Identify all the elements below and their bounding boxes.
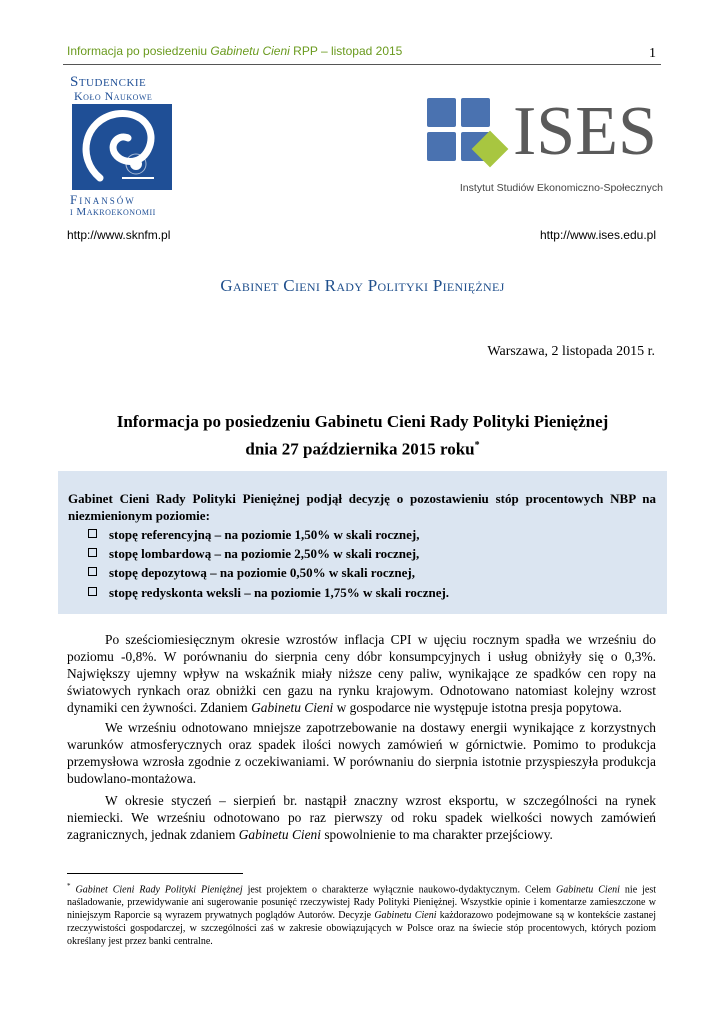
sknfm-line-1: Studenckie xyxy=(70,74,147,90)
paragraph-production: We wrześniu odnotowano mniejsze zapotrzebowanie na dostawy energii wynikające z korzystnych warunków atmosferycznych oraz spadek ilości nowych zamówień w górnictwie. Pomimo to produkcja przemysłowa wzrosła zgodnie z oczekiwaniami. W porównaniu do sierpnia istotnie przyspieszyła produkcja budowlano-montażowa. xyxy=(67,720,656,787)
list-item: stopę lombardową – na poziomie 2,50% w skali rocznej, xyxy=(88,544,449,563)
ises-wordmark: ISES xyxy=(513,93,657,170)
sknfm-line-3: Finansów xyxy=(70,192,136,207)
ises-squares-icon xyxy=(427,98,517,178)
list-item: stopę depozytową – na poziomie 0,50% w skali rocznej, xyxy=(88,563,449,582)
header-divider xyxy=(63,64,661,65)
list-item: stopę redyskonta weksli – na poziomie 1,75% w skali rocznej. xyxy=(88,583,449,602)
footnote-divider xyxy=(67,873,243,874)
checkbox-bullet-icon xyxy=(88,567,97,576)
checkbox-bullet-icon xyxy=(88,587,97,596)
rate-list xyxy=(88,525,449,602)
page-number: 1 xyxy=(649,46,656,61)
ises-logo xyxy=(427,93,663,198)
document-heading xyxy=(0,410,725,462)
document-title: Gabinet Cieni Rady Polityki Pieniężnej xyxy=(220,276,505,295)
sknfm-line-4: i Makroekonomii xyxy=(70,206,156,218)
sknfm-line-2: Koło Naukowe xyxy=(74,89,153,103)
heading-line-2: dnia 27 października 2015 roku xyxy=(245,439,475,459)
paragraph-exports: W okresie styczeń – sierpień br. nastąpił znaczny wzrost eksportu, w szczególności na rynek niemiecki. We wrześniu odnotowano po raz pierwszy od roku spadek wielkości nowych zamówień zagranicznych, jednak zdaniem Gabinetu Cieni spowolnienie to ma charakter przejściowy. xyxy=(67,793,656,843)
footnote: * Gabinet Cieni Rady Polityki Pieniężnej jest projektem o charakterze wyłącznie naukowo-dydaktycznym. Celem Gabinetu Cieni nie jest naśladowanie, przewidywanie ani sugerowanie posunięć rzeczywistej Rady Polityki Pieniężnej. Wszystkie opinie i komentarze zamieszczone w niniejszym Raporcie są wyrazem prywatnych poglądów Autorów. Decyzje Gabinetu Cieni każdorazowo podejmowane są w kontekście zastanej rzeczywistości gospodarczej, w szczególności zaś w zakresie obowiązujących w Polsce oraz na świecie stóp procentowych, których poziom określany jest przez banki centralne. xyxy=(67,882,657,947)
footnote-marker: * xyxy=(474,440,480,451)
decision-intro: Gabinet Cieni Rady Polityki Pieniężnej podjął decyzję o pozostawieniu stóp procentowych NBP na niezmienionym poziomie: xyxy=(68,491,656,523)
sknfm-logo xyxy=(70,74,174,222)
running-header: Informacja po posiedzeniu Gabinetu Cieni RPP – listopad 2015 xyxy=(67,44,403,58)
paragraph-inflation: Po sześciomiesięcznym okresie wzrostów inflacja CPI w ujęciu rocznym spadła we wrześniu do poziomu -0,8%. W porównaniu do sierpnia ceny dóbr konsumpcyjnych i usług obniżyły się o 0,3%. Największy ujemny wpływ na wskaźnik miały niższe ceny paliw, wynikające ze spadków cen ropy na światowych rynkach oraz obniżki cen gazu na rynku krajowym. Odnotowano natomiast kolejny wzrost dynamiki cen żywności. Zdaniem Gabinetu Cieni w gospodarce nie występuje istotna presja popytowa. xyxy=(67,632,656,716)
heading-line-1: Informacja po posiedzeniu Gabinetu Cieni Rady Polityki Pieniężnej xyxy=(116,412,609,431)
sknfm-url-link[interactable]: http://www.sknfm.pl xyxy=(67,228,171,242)
ises-subtitle: Instytut Studiów Ekonomiczno-Społecznych xyxy=(459,182,663,194)
checkbox-bullet-icon xyxy=(88,548,97,557)
document-date: Warszawa, 2 listopada 2015 r. xyxy=(487,344,655,359)
decision-box xyxy=(58,471,667,614)
ises-url-link[interactable]: http://www.ises.edu.pl xyxy=(539,228,656,242)
list-item: stopę referencyjną – na poziomie 1,50% w skali rocznej, xyxy=(88,525,449,544)
checkbox-bullet-icon xyxy=(88,529,97,538)
